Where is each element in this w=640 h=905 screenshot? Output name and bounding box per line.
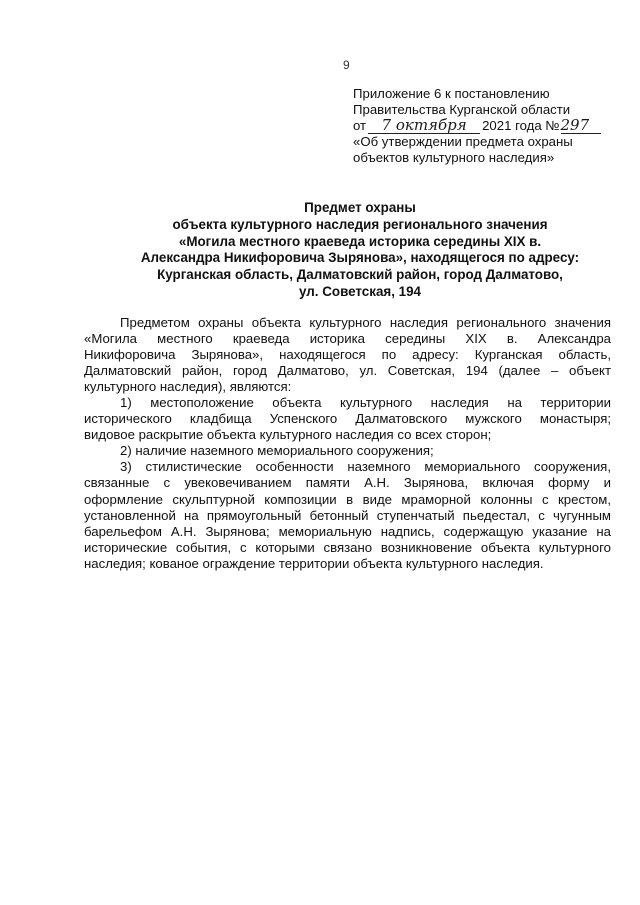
text-line: оформление скульптурной композиции в виде мраморной колонны с крестом, [84, 491, 611, 507]
text-line: исторического кладбища Успенского Далматовского мужского монастыря; [84, 411, 611, 427]
paragraph-1 [84, 315, 611, 395]
page-number: 9 [343, 58, 350, 72]
document-title [95, 200, 625, 301]
year-text: 2021 года № [482, 118, 560, 133]
text-line: 3) стилистические особенности наземного мемориального сооружения, [120, 459, 611, 475]
appendix-line-4: «Об утверждении предмета охраны [353, 134, 573, 149]
title-line-3: «Могила местного краеведа историка середины XIX в. [178, 233, 542, 249]
text-line: барельефом А.Н. Зырянова; мемориальную надпись, содержащую указание на [84, 523, 611, 539]
text-line: Предметом охраны объекта культурного наследия регионального значения [120, 315, 611, 330]
text-line: 1) местоположение объекта культурного наследия на территории [120, 395, 611, 411]
document-body [84, 315, 611, 572]
text-line: Никифоровича Зырянова», находящегося по адресу: Курганская область, [84, 347, 611, 363]
handwritten-number: 297 [561, 118, 601, 134]
paragraph-4 [84, 459, 611, 571]
appendix-date-line [353, 118, 608, 134]
paragraph-3 [84, 443, 611, 459]
appendix-line-2: Правительства Курганской области [353, 102, 571, 117]
text-line: установленной на прямоугольный бетонный ступенчатый пьедестал, с чугунным [84, 507, 611, 523]
text-line: наследия; кованое ограждение территории объекта культурного наследия. [84, 555, 544, 571]
text-line: связанные с увековечиванием памяти А.Н. Зырянова, включая форму и [84, 475, 611, 491]
text-line: культурного наследия), являются: [84, 379, 292, 395]
date-prefix: от [353, 118, 367, 133]
text-line: видовое раскрытие объекта культурного наследия со всех сторон; [84, 427, 492, 443]
appendix-header [353, 86, 608, 166]
title-line-1: Предмет охраны [304, 200, 416, 215]
title-line-4: Александра Никифоровича Зырянова», находящегося по адресу: [140, 250, 580, 266]
title-line-6: ул. Советская, 194 [299, 283, 421, 299]
text-line: Далматовский район, город Далматово, ул. Советская, 194 (далее – объект [84, 363, 611, 379]
text-line: исторические события, с которыми связано возникновение объекта культурного [84, 539, 611, 555]
appendix-line-5: объектов культурного наследия» [353, 150, 555, 165]
text-line: 2) наличие наземного мемориального сооружения; [120, 443, 434, 459]
title-line-5: Курганская область, Далматовский район, город Далматово, [157, 267, 563, 283]
text-line: «Могила местного краеведа историка середины XIX в. Александра [84, 331, 611, 347]
title-line-2: объекта культурного наследия регионального значения [172, 216, 548, 232]
paragraph-2 [84, 395, 611, 443]
appendix-line-1: Приложение 6 к постановлению [353, 86, 550, 101]
handwritten-date: 7 октября [368, 118, 480, 134]
